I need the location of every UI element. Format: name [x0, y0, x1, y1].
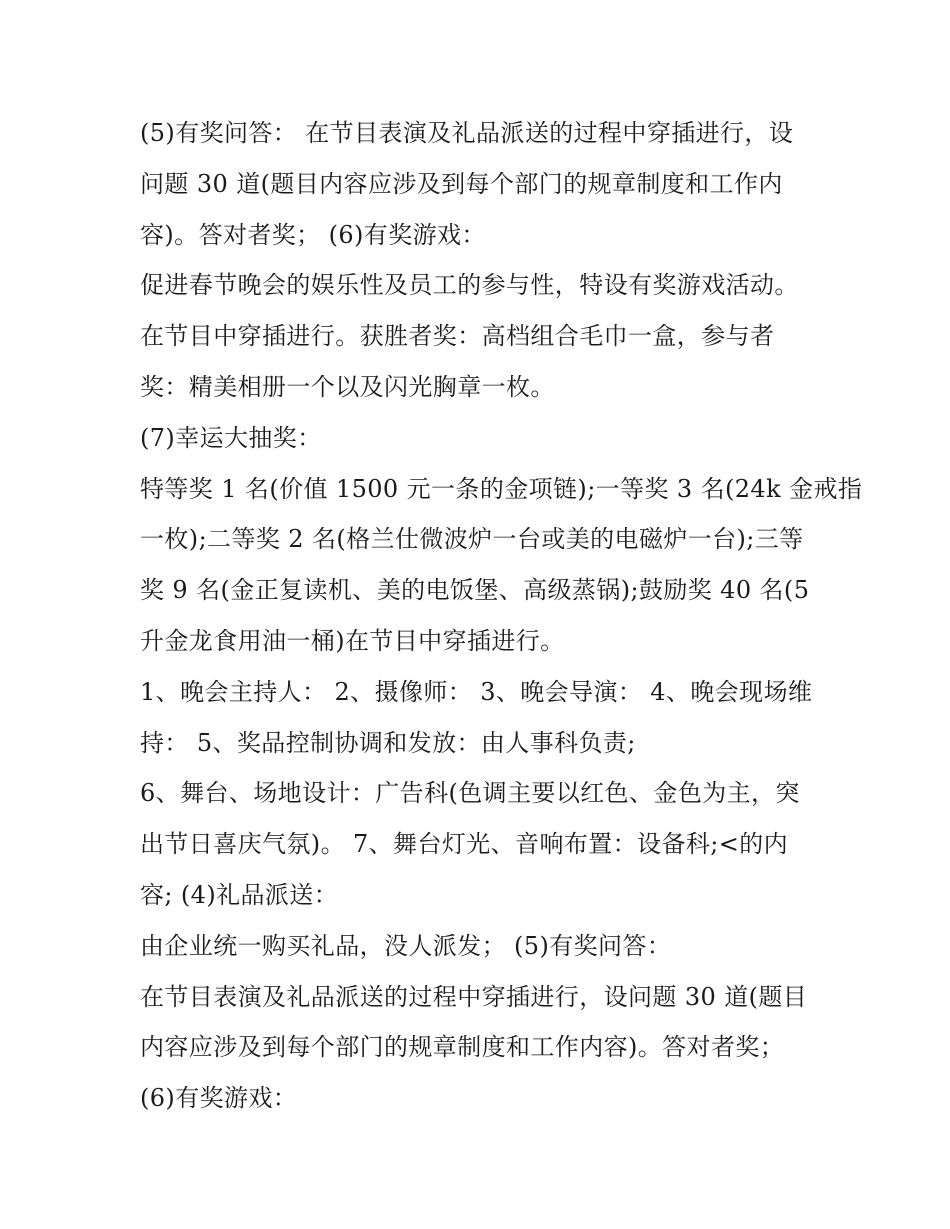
paragraph-quiz-repeat — [140, 972, 820, 1124]
paragraph-gift-distribution — [140, 921, 820, 972]
text-line: (7)幸运大抽奖： — [140, 423, 322, 452]
text-line: (6)有奖游戏： — [140, 1084, 298, 1113]
text-line: 在节目表演及礼品派送的过程中穿插进行，设问题 30 道(题目 — [140, 982, 808, 1011]
text-line: 容)。答对者奖； (6)有奖游戏： — [140, 220, 486, 249]
text-line: 由企业统一购买礼品，没人派发； (5)有奖问答： — [140, 931, 672, 960]
text-line: 1、晚会主持人： 2、摄像师： 3、晚会导演： 4、晚会现场维 — [140, 677, 813, 706]
document-body — [140, 108, 863, 1124]
text-line: 出节日喜庆气氛)。 7、舞台灯光、音响布置：设备科;<的内 — [140, 830, 789, 859]
text-line: 6、舞台、场地设计：广告科(色调主要以红色、金色为主，突 — [140, 779, 800, 808]
text-line: 在节目中穿插进行。获胜者奖：高档组合毛巾一盒，参与者 — [140, 322, 775, 351]
text-line: 持： 5、奖品控制协调和发放：由人事科负责; — [140, 728, 636, 757]
text-line: 奖 9 名(金正复读机、美的电饭堡、高级蒸锅);鼓励奖 40 名(5 — [140, 576, 810, 605]
text-line: 内容应涉及到每个部门的规章制度和工作内容)。答对者奖； — [140, 1033, 785, 1062]
paragraph-lottery-heading — [140, 413, 820, 464]
text-line: 促进春节晚会的娱乐性及员工的参与性，特设有奖游戏活动。 — [140, 271, 799, 300]
text-line: 奖：精美相册一个以及闪光胸章一枚。 — [140, 372, 555, 401]
text-line: (5)有奖问答： 在节目表演及礼品派送的过程中穿插进行，设 — [140, 119, 794, 147]
text-line: 容; (4)礼品派送： — [140, 880, 339, 909]
paragraph-quiz — [140, 108, 820, 260]
paragraph-stage-design — [140, 768, 820, 920]
paragraph-game — [140, 260, 820, 412]
text-line: 升金龙食用油一桶)在节目中穿插进行。 — [140, 626, 565, 655]
paragraph-staff-roles — [140, 667, 820, 769]
text-line: 一枚);二等奖 2 名(格兰仕微波炉一台或美的电磁炉一台);三等 — [140, 525, 804, 554]
text-line: 特等奖 1 名(价值 1500 元一条的金项链);一等奖 3 名(24k 金戒指 — [140, 474, 863, 503]
paragraph-prizes — [140, 464, 863, 667]
text-line: 问题 30 道(题目内容应涉及到每个部门的规章制度和工作内 — [140, 169, 783, 198]
